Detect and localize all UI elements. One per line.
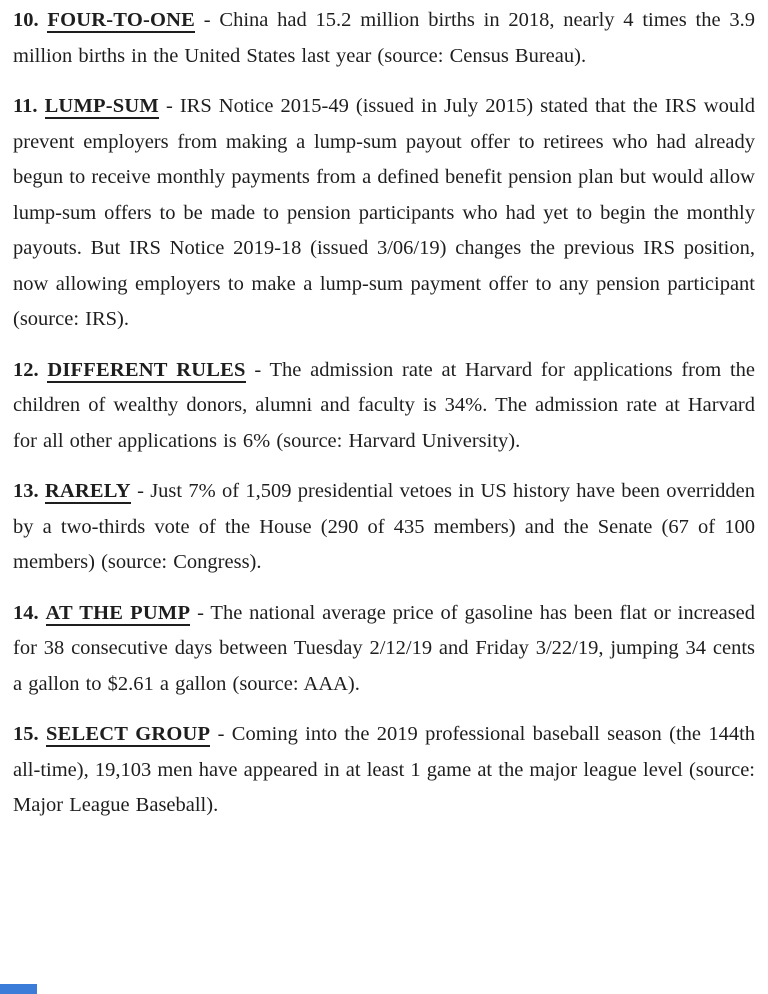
fact-item — [13, 89, 755, 338]
item-number: 10. — [13, 9, 39, 31]
item-heading: FOUR-TO-ONE — [47, 9, 196, 31]
item-body: China had 15.2 million births in 2018, nearly 4 times the 3.9 million births in the United States last year (source: Census Bureau). — [13, 9, 755, 67]
item-separator: - — [197, 601, 204, 624]
item-heading: RARELY — [44, 480, 131, 502]
fact-item — [13, 353, 755, 460]
item-heading: DIFFERENT RULES — [47, 358, 246, 381]
item-body: The national average price of gasoline has been flat or increased for 38 consecutive days between Tuesday 2/12/19 and Friday 3/22/19, jumping 34 cents a gallon to $2.61 a gallon (source: AAA). — [13, 601, 756, 695]
item-separator: - — [203, 9, 211, 31]
item-heading: AT THE PUMP — [45, 601, 191, 624]
item-number: 12. — [13, 358, 39, 381]
item-separator: - — [165, 95, 173, 117]
item-number: 15. — [13, 723, 39, 745]
item-body: IRS Notice 2015-49 (issued in July 2015) stated that the IRS would prevent employers from making a lump-sum payout offer to retirees who had already begun to receive monthly payments from a defined benefit pension plan but would allow lump-sum offers to be made to pension participants who had yet to begin the monthly payouts. But IRS Notice 2019-18 (issued 3/06/19) changes the previous IRS position, now allowing employers to make a lump-sum payment offer to any pension participant (source: IRS). — [13, 95, 756, 330]
fact-item — [13, 3, 755, 74]
item-separator: - — [137, 480, 144, 502]
item-separator: - — [254, 358, 262, 381]
fact-item — [13, 717, 755, 824]
footer-accent-bar — [0, 984, 37, 994]
item-separator: - — [217, 723, 225, 745]
item-body: Just 7% of 1,509 presidential vetoes in US history have been overridden by a two-thirds vote of the House (290 of 435 members) and the Senate (67 of 100 members) (source: Congress). — [13, 480, 755, 573]
item-body: Coming into the 2019 professional baseball season (the 144th all-time), 19,103 men have appeared in at least 1 game at the major league level (source: Major League Baseball). — [13, 723, 756, 816]
fact-item — [13, 596, 755, 703]
item-heading: LUMP-SUM — [44, 95, 159, 117]
item-body: The admission rate at Harvard for applications from the children of wealthy donors, alumni and faculty is 34%. The admission rate at Harvard for all other applications is 6% (source: Harvard University). — [13, 358, 755, 452]
item-number: 13. — [13, 480, 39, 502]
item-number: 14. — [13, 601, 39, 624]
item-number: 11. — [13, 95, 38, 117]
fact-item — [13, 474, 755, 581]
item-heading: SELECT GROUP — [45, 723, 211, 745]
